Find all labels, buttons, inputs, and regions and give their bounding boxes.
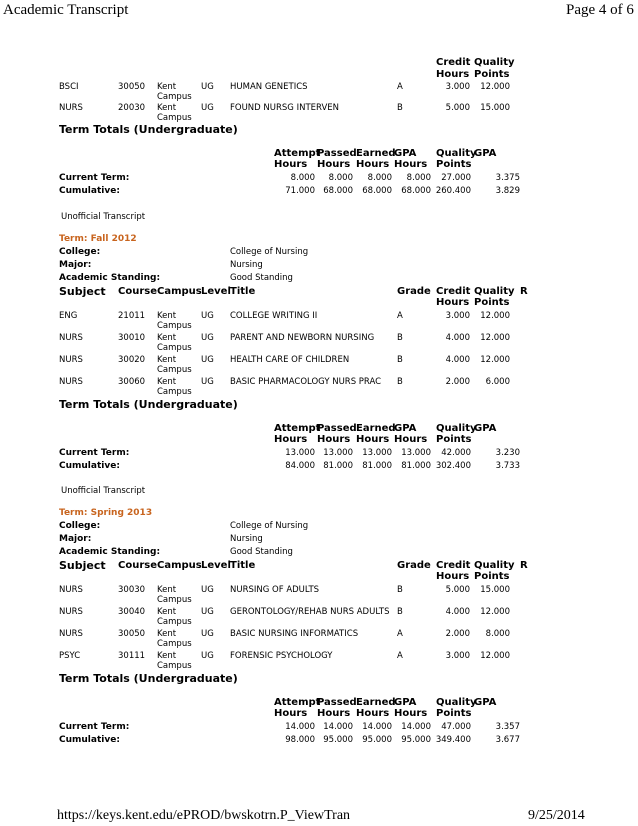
course-number: 30040 bbox=[118, 607, 146, 617]
course-points: 12.000 bbox=[480, 355, 510, 365]
totals-header-hours: Hours bbox=[317, 434, 351, 445]
course-number: 30111 bbox=[118, 651, 146, 661]
totals-quality-points: 302.400 bbox=[435, 461, 471, 471]
totals-header-gpa: GPA bbox=[394, 148, 417, 159]
col-header-credit: Credit bbox=[436, 57, 471, 68]
col-header-title: Title bbox=[230, 560, 256, 571]
course-credit: 4.000 bbox=[445, 355, 470, 365]
college-label: College: bbox=[59, 247, 101, 257]
col-header-title: Title bbox=[230, 286, 256, 297]
totals-header-hours: Hours bbox=[317, 708, 351, 719]
course-grade: B bbox=[397, 585, 403, 595]
totals-gpa-hours: 8.000 bbox=[406, 173, 431, 183]
totals-header-passed: Passed bbox=[317, 697, 357, 708]
totals-header-gpa: GPA bbox=[394, 423, 417, 434]
course-subject: ENG bbox=[59, 311, 78, 321]
col-header-level: Level bbox=[201, 560, 231, 571]
course-number: 30050 bbox=[118, 629, 146, 639]
term-section bbox=[0, 486, 638, 766]
col-header-subject: Subject bbox=[59, 559, 106, 572]
course-level: UG bbox=[201, 377, 214, 387]
col-header-grade: Grade bbox=[397, 560, 431, 571]
course-campus: Kent Campus bbox=[157, 311, 192, 331]
totals-gpa-hours: 95.000 bbox=[401, 735, 431, 745]
col-header-campus: Campus bbox=[157, 286, 202, 297]
totals-header-gpa2: GPA bbox=[474, 423, 497, 434]
col-header-r: R bbox=[520, 286, 528, 297]
totals-header-quality: Quality bbox=[436, 697, 477, 708]
col-header-credit: Credit bbox=[436, 560, 471, 571]
course-campus: Kent Campus bbox=[157, 585, 192, 605]
course-level: UG bbox=[201, 355, 214, 365]
term-name: Term: Spring 2013 bbox=[59, 508, 153, 518]
totals-quality-points: 47.000 bbox=[441, 722, 471, 732]
course-level: UG bbox=[201, 651, 214, 661]
course-grade: B bbox=[397, 607, 403, 617]
totals-header-quality: Quality bbox=[436, 423, 477, 434]
totals-header-gpa2: GPA bbox=[474, 148, 497, 159]
document-title: Academic Transcript bbox=[3, 2, 129, 18]
course-title: FOUND NURSG INTERVEN bbox=[230, 103, 339, 113]
course-campus: Kent Campus bbox=[157, 82, 192, 102]
totals-header-earned: Earned bbox=[356, 697, 396, 708]
course-points: 12.000 bbox=[480, 333, 510, 343]
academic-standing-value: Good Standing bbox=[230, 273, 293, 283]
course-grade: B bbox=[397, 103, 403, 113]
totals-gpa: 3.733 bbox=[495, 461, 520, 471]
course-title: GERONTOLOGY/REHAB NURS ADULTS bbox=[230, 607, 390, 617]
course-level: UG bbox=[201, 311, 214, 321]
totals-gpa: 3.357 bbox=[495, 722, 520, 732]
course-number: 20030 bbox=[118, 103, 146, 113]
totals-attempt: 84.000 bbox=[285, 461, 315, 471]
course-title: HEALTH CARE OF CHILDREN bbox=[230, 355, 350, 365]
course-level: UG bbox=[201, 82, 214, 92]
course-campus: Kent Campus bbox=[157, 607, 192, 627]
totals-passed: 81.000 bbox=[323, 461, 353, 471]
col-header-credit: Credit bbox=[436, 286, 471, 297]
course-title: PARENT AND NEWBORN NURSING bbox=[230, 333, 375, 343]
academic-standing-value: Good Standing bbox=[230, 547, 293, 557]
totals-header-hours: Hours bbox=[356, 159, 390, 170]
totals-label: Current Term: bbox=[59, 722, 130, 732]
totals-header-hours: Hours bbox=[356, 434, 390, 445]
course-points: 12.000 bbox=[480, 311, 510, 321]
totals-earned: 68.000 bbox=[362, 186, 392, 196]
totals-passed: 14.000 bbox=[323, 722, 353, 732]
unofficial-transcript-note: Unofficial Transcript bbox=[61, 486, 146, 496]
totals-attempt: 14.000 bbox=[285, 722, 315, 732]
course-grade: A bbox=[397, 651, 403, 661]
major-label: Major: bbox=[59, 534, 92, 544]
course-subject: NURS bbox=[59, 585, 83, 595]
course-credit: 3.000 bbox=[445, 311, 470, 321]
course-credit: 3.000 bbox=[445, 82, 470, 92]
course-credit: 2.000 bbox=[445, 377, 470, 387]
course-grade: A bbox=[397, 82, 403, 92]
course-campus: Kent Campus bbox=[157, 103, 192, 123]
course-subject: NURS bbox=[59, 607, 83, 617]
course-subject: NURS bbox=[59, 103, 83, 113]
course-points: 15.000 bbox=[480, 585, 510, 595]
footer-date: 9/25/2014 bbox=[528, 808, 585, 823]
totals-gpa: 3.829 bbox=[495, 186, 520, 196]
course-points: 6.000 bbox=[485, 377, 510, 387]
totals-attempt: 13.000 bbox=[285, 448, 315, 458]
totals-header-earned: Earned bbox=[356, 148, 396, 159]
totals-gpa: 3.677 bbox=[495, 735, 520, 745]
totals-label: Cumulative: bbox=[59, 186, 120, 196]
page-number: Page 4 of 6 bbox=[566, 2, 634, 18]
course-level: UG bbox=[201, 585, 214, 595]
totals-header-quality: Quality bbox=[436, 148, 477, 159]
course-subject: NURS bbox=[59, 355, 83, 365]
unofficial-transcript-note: Unofficial Transcript bbox=[61, 212, 146, 222]
term-totals-heading: Term Totals (Undergraduate) bbox=[59, 398, 238, 411]
course-title: COLLEGE WRITING II bbox=[230, 311, 318, 321]
course-points: 12.000 bbox=[480, 82, 510, 92]
course-subject: NURS bbox=[59, 333, 83, 343]
term-totals-heading: Term Totals (Undergraduate) bbox=[59, 672, 238, 685]
totals-header-passed: Passed bbox=[317, 423, 357, 434]
term-name: Term: Fall 2012 bbox=[59, 234, 137, 244]
footer-url: https://keys.kent.edu/ePROD/bwskotrn.P_ViewTran bbox=[57, 808, 351, 823]
totals-header-earned: Earned bbox=[356, 423, 396, 434]
totals-header-hours: Hours bbox=[394, 434, 428, 445]
totals-header-hours: Hours bbox=[394, 708, 428, 719]
course-level: UG bbox=[201, 629, 214, 639]
totals-attempt: 71.000 bbox=[285, 186, 315, 196]
totals-label: Cumulative: bbox=[59, 461, 120, 471]
course-points: 8.000 bbox=[485, 629, 510, 639]
totals-quality-points: 42.000 bbox=[441, 448, 471, 458]
col-header-hours: Hours bbox=[436, 297, 470, 308]
col-header-grade: Grade bbox=[397, 286, 431, 297]
course-campus: Kent Campus bbox=[157, 333, 192, 353]
course-credit: 4.000 bbox=[445, 333, 470, 343]
totals-attempt: 98.000 bbox=[285, 735, 315, 745]
col-header-subject: Subject bbox=[59, 285, 106, 298]
course-grade: A bbox=[397, 629, 403, 639]
course-subject: PSYC bbox=[59, 651, 81, 661]
totals-header-hours: Hours bbox=[317, 159, 351, 170]
academic-standing-label: Academic Standing: bbox=[59, 273, 161, 283]
course-credit: 5.000 bbox=[445, 103, 470, 113]
course-title: NURSING OF ADULTS bbox=[230, 585, 320, 595]
course-credit: 2.000 bbox=[445, 629, 470, 639]
course-number: 30020 bbox=[118, 355, 146, 365]
totals-header-hours: Hours bbox=[274, 159, 308, 170]
course-title: HUMAN GENETICS bbox=[230, 82, 308, 92]
course-points: 15.000 bbox=[480, 103, 510, 113]
col-header-campus: Campus bbox=[157, 560, 202, 571]
totals-earned: 8.000 bbox=[367, 173, 392, 183]
col-header-level: Level bbox=[201, 286, 231, 297]
course-number: 30060 bbox=[118, 377, 146, 387]
course-points: 12.000 bbox=[480, 607, 510, 617]
course-campus: Kent Campus bbox=[157, 629, 192, 649]
totals-gpa-hours: 81.000 bbox=[401, 461, 431, 471]
totals-gpa-hours: 68.000 bbox=[401, 186, 431, 196]
col-header-r: R bbox=[520, 560, 528, 571]
course-points: 12.000 bbox=[480, 651, 510, 661]
col-header-quality: Quality bbox=[474, 560, 515, 571]
col-header-quality: Quality bbox=[474, 57, 515, 68]
course-credit: 5.000 bbox=[445, 585, 470, 595]
totals-passed: 13.000 bbox=[323, 448, 353, 458]
course-title: BASIC NURSING INFORMATICS bbox=[230, 629, 359, 639]
totals-earned: 13.000 bbox=[362, 448, 392, 458]
course-subject: NURS bbox=[59, 377, 83, 387]
col-header-points: Points bbox=[474, 571, 510, 582]
course-campus: Kent Campus bbox=[157, 377, 192, 397]
totals-header-gpa2: GPA bbox=[474, 697, 497, 708]
totals-header-points: Points bbox=[436, 708, 472, 719]
term-totals-heading: Term Totals (Undergraduate) bbox=[59, 123, 238, 136]
course-number: 30050 bbox=[118, 82, 146, 92]
totals-header-points: Points bbox=[436, 159, 472, 170]
course-grade: B bbox=[397, 355, 403, 365]
course-level: UG bbox=[201, 607, 214, 617]
totals-earned: 14.000 bbox=[362, 722, 392, 732]
totals-label: Cumulative: bbox=[59, 735, 120, 745]
totals-quality-points: 349.400 bbox=[435, 735, 471, 745]
course-campus: Kent Campus bbox=[157, 355, 192, 375]
col-header-points: Points bbox=[474, 297, 510, 308]
col-header-course: Course bbox=[118, 560, 157, 571]
term-section bbox=[0, 212, 638, 492]
totals-header-attempt: Attempt bbox=[274, 148, 321, 159]
totals-passed: 95.000 bbox=[323, 735, 353, 745]
totals-gpa: 3.230 bbox=[495, 448, 520, 458]
col-header-hours: Hours bbox=[436, 69, 470, 80]
course-number: 30030 bbox=[118, 585, 146, 595]
course-grade: A bbox=[397, 311, 403, 321]
totals-passed: 68.000 bbox=[323, 186, 353, 196]
course-subject: BSCI bbox=[59, 82, 79, 92]
course-number: 21011 bbox=[118, 311, 146, 321]
col-header-points: Points bbox=[474, 69, 510, 80]
course-subject: NURS bbox=[59, 629, 83, 639]
course-title: BASIC PHARMACOLOGY NURS PRAC bbox=[230, 377, 382, 387]
course-level: UG bbox=[201, 103, 214, 113]
totals-header-hours: Hours bbox=[394, 159, 428, 170]
course-grade: B bbox=[397, 333, 403, 343]
totals-header-points: Points bbox=[436, 434, 472, 445]
college-label: College: bbox=[59, 521, 101, 531]
course-campus: Kent Campus bbox=[157, 651, 192, 671]
major-value: Nursing bbox=[230, 260, 263, 270]
course-level: UG bbox=[201, 333, 214, 343]
course-number: 30010 bbox=[118, 333, 146, 343]
totals-quality-points: 260.400 bbox=[435, 186, 471, 196]
totals-header-attempt: Attempt bbox=[274, 423, 321, 434]
totals-earned: 95.000 bbox=[362, 735, 392, 745]
totals-attempt: 8.000 bbox=[290, 173, 315, 183]
totals-quality-points: 27.000 bbox=[441, 173, 471, 183]
col-header-course: Course bbox=[118, 286, 157, 297]
totals-gpa: 3.375 bbox=[495, 173, 520, 183]
totals-label: Current Term: bbox=[59, 448, 130, 458]
totals-header-hours: Hours bbox=[356, 708, 390, 719]
totals-header-attempt: Attempt bbox=[274, 697, 321, 708]
academic-standing-label: Academic Standing: bbox=[59, 547, 161, 557]
major-value: Nursing bbox=[230, 534, 263, 544]
totals-passed: 8.000 bbox=[328, 173, 353, 183]
course-grade: B bbox=[397, 377, 403, 387]
course-title: FORENSIC PSYCHOLOGY bbox=[230, 651, 333, 661]
totals-label: Current Term: bbox=[59, 173, 130, 183]
totals-header-gpa: GPA bbox=[394, 697, 417, 708]
course-credit: 4.000 bbox=[445, 607, 470, 617]
totals-gpa-hours: 14.000 bbox=[401, 722, 431, 732]
college-value: College of Nursing bbox=[230, 521, 309, 531]
col-header-hours: Hours bbox=[436, 571, 470, 582]
major-label: Major: bbox=[59, 260, 92, 270]
col-header-quality: Quality bbox=[474, 286, 515, 297]
totals-gpa-hours: 13.000 bbox=[401, 448, 431, 458]
totals-earned: 81.000 bbox=[362, 461, 392, 471]
totals-header-hours: Hours bbox=[274, 434, 308, 445]
totals-header-hours: Hours bbox=[274, 708, 308, 719]
college-value: College of Nursing bbox=[230, 247, 309, 257]
totals-header-passed: Passed bbox=[317, 148, 357, 159]
course-credit: 3.000 bbox=[445, 651, 470, 661]
